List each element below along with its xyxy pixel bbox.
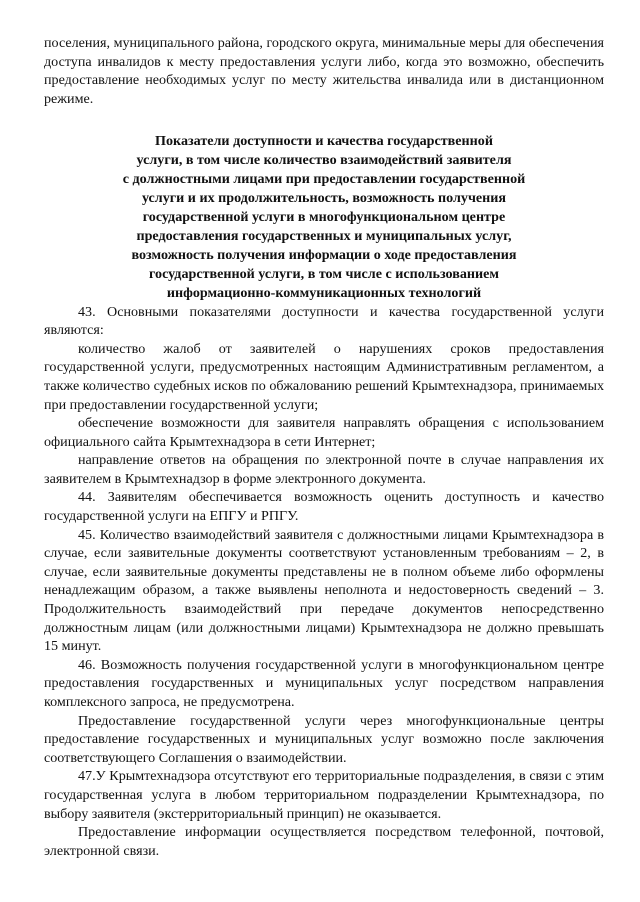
- paragraph-44: 44. Заявителям обеспечивается возможность оценить доступность и качество государственной услуги на ЕПГУ и РПГУ.: [44, 489, 604, 525]
- paragraph-mfc: Предоставление государственной услуги через многофункциональные центры предоставление государственных и муниципальных услуг возможно после заключения соответствующего Соглашения о взаимодействии.: [44, 712, 604, 766]
- paragraph-information: Предоставление информации осуществляется посредством телефонной, почтовой, электронной связи.: [44, 824, 604, 859]
- heading-line: услуги, в том числе количество взаимодействий заявителя: [136, 152, 512, 169]
- body-section: [44, 303, 604, 861]
- paragraph-website: обеспечение возможности для заявителя направлять обращения с использованием официального сайта Крымтехнадзора в сети Интернет;: [44, 415, 604, 450]
- heading-line: государственной услуги в многофункциональном центре: [142, 209, 506, 225]
- paragraph-47: 47.У Крымтехнадзора отсутствуют его территориальные подразделения, в связи с этим государственная услуга в любом территориальном подразделении Крымтехнадзора, по выбору заявителя (экстерриториальный принцип) не оказывается.: [44, 768, 604, 822]
- heading-line: возможность получения информации о ходе предоставления: [131, 246, 517, 263]
- intro-paragraph: поселения, муниципального района, городского округа, минимальные меры для обеспечения доступа инвалидов к месту предоставления услуги либо, когда это возможно, обеспечить предоставление необходимых услуг по месту жительства инвалида или в дистанционном режиме.: [44, 35, 604, 107]
- intro-section: [44, 34, 604, 108]
- heading-line: Показатели доступности и качества государственной: [155, 133, 493, 150]
- heading-line: государственной услуги, в том числе с использованием: [148, 265, 500, 282]
- paragraph-46: 46. Возможность получения государственной услуги в многофункциональном центре предоставления государственных и муниципальных услуг посредством направления комплексного запроса, не предусмотрена.: [44, 656, 604, 710]
- section-heading: [44, 132, 604, 302]
- paragraph-email-replies: направление ответов на обращения по электронной почте в случае направления их заявителем в Крымтехнадзор в форме электронного документа.: [44, 452, 604, 487]
- paragraph-45: 45. Количество взаимодействий заявителя с должностными лицами Крымтехнадзора в случае, если заявительные документы соответствуют установленным требованиям – 2, в случае, если заявительные документы представлены не в полном объеме либо оформлены ненадлежащим образом, а также выявлены неполнота и недостоверность сведений – 3. Продолжительность взаимодействий при передаче документов непосредственно должностным лицам (или должностными лицами) Крымтехнадзора не должно превышать 15 минут.: [44, 526, 604, 655]
- paragraph-43: 43. Основными показателями доступности и качества государственной услуги являются:: [44, 303, 604, 339]
- heading-line: с должностными лицами при предоставлении государственной: [122, 171, 526, 188]
- heading-line: предоставления государственных и муниципальных услуг,: [136, 227, 512, 244]
- heading-line: услуги и их продолжительность, возможность получения: [141, 190, 507, 207]
- paragraph-complaints: количество жалоб от заявителей о нарушениях сроков предоставления государственной услуги, предусмотренных настоящим Административным регламентом, а также количество судебных исков по обжалованию решений Крымтехнадзора, принимаемых при предоставлении государственной услуги;: [44, 340, 604, 413]
- heading-line: информационно-коммуникационных технологий: [166, 284, 482, 301]
